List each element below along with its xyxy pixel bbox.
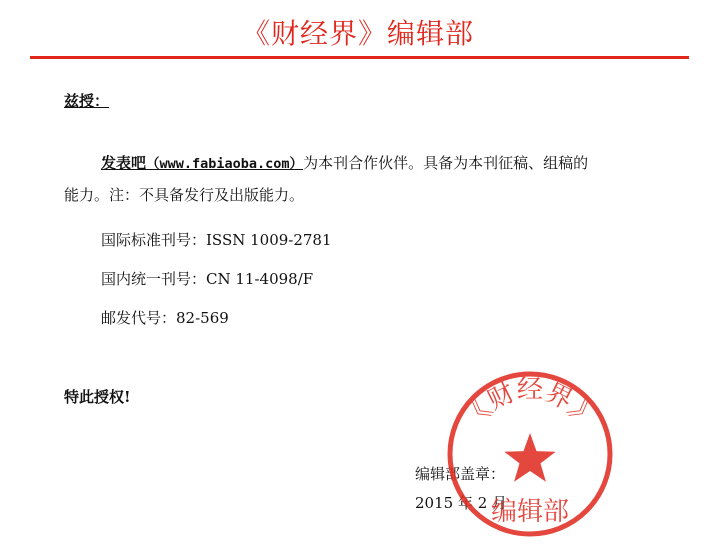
partner-url: （www.fabiaoba.com） bbox=[146, 156, 304, 172]
cn-line: 国内统一刊号：CN 11-4098/F bbox=[101, 270, 314, 288]
issn-line: 国际标准刊号：ISSN 1009-2781 bbox=[101, 231, 332, 249]
body-paragraph-line-1 bbox=[101, 152, 588, 173]
partner-name: 发表吧 bbox=[101, 154, 147, 172]
postal-code-line: 邮发代号：82-569 bbox=[101, 309, 229, 327]
salutation: 兹授： bbox=[64, 92, 110, 110]
header-divider bbox=[30, 56, 689, 59]
date-line: 2015 年 2 月 bbox=[415, 494, 508, 512]
star-icon bbox=[504, 433, 555, 482]
seal-bottom-text: 编辑部 bbox=[490, 497, 570, 527]
body-paragraph-line-2: 能力。注：不具备发行及出版能力。 bbox=[64, 186, 305, 204]
closing-line: 特此授权! bbox=[64, 388, 131, 406]
official-seal bbox=[444, 368, 616, 540]
body-tail: 为本刊合作伙伴。具备为本刊征稿、组稿的 bbox=[303, 154, 589, 172]
page-title: 《财经界》编辑部 bbox=[241, 17, 474, 50]
seal-top-text: 《财经界》 bbox=[458, 375, 602, 436]
stamp-label: 编辑部盖章： bbox=[415, 465, 506, 483]
